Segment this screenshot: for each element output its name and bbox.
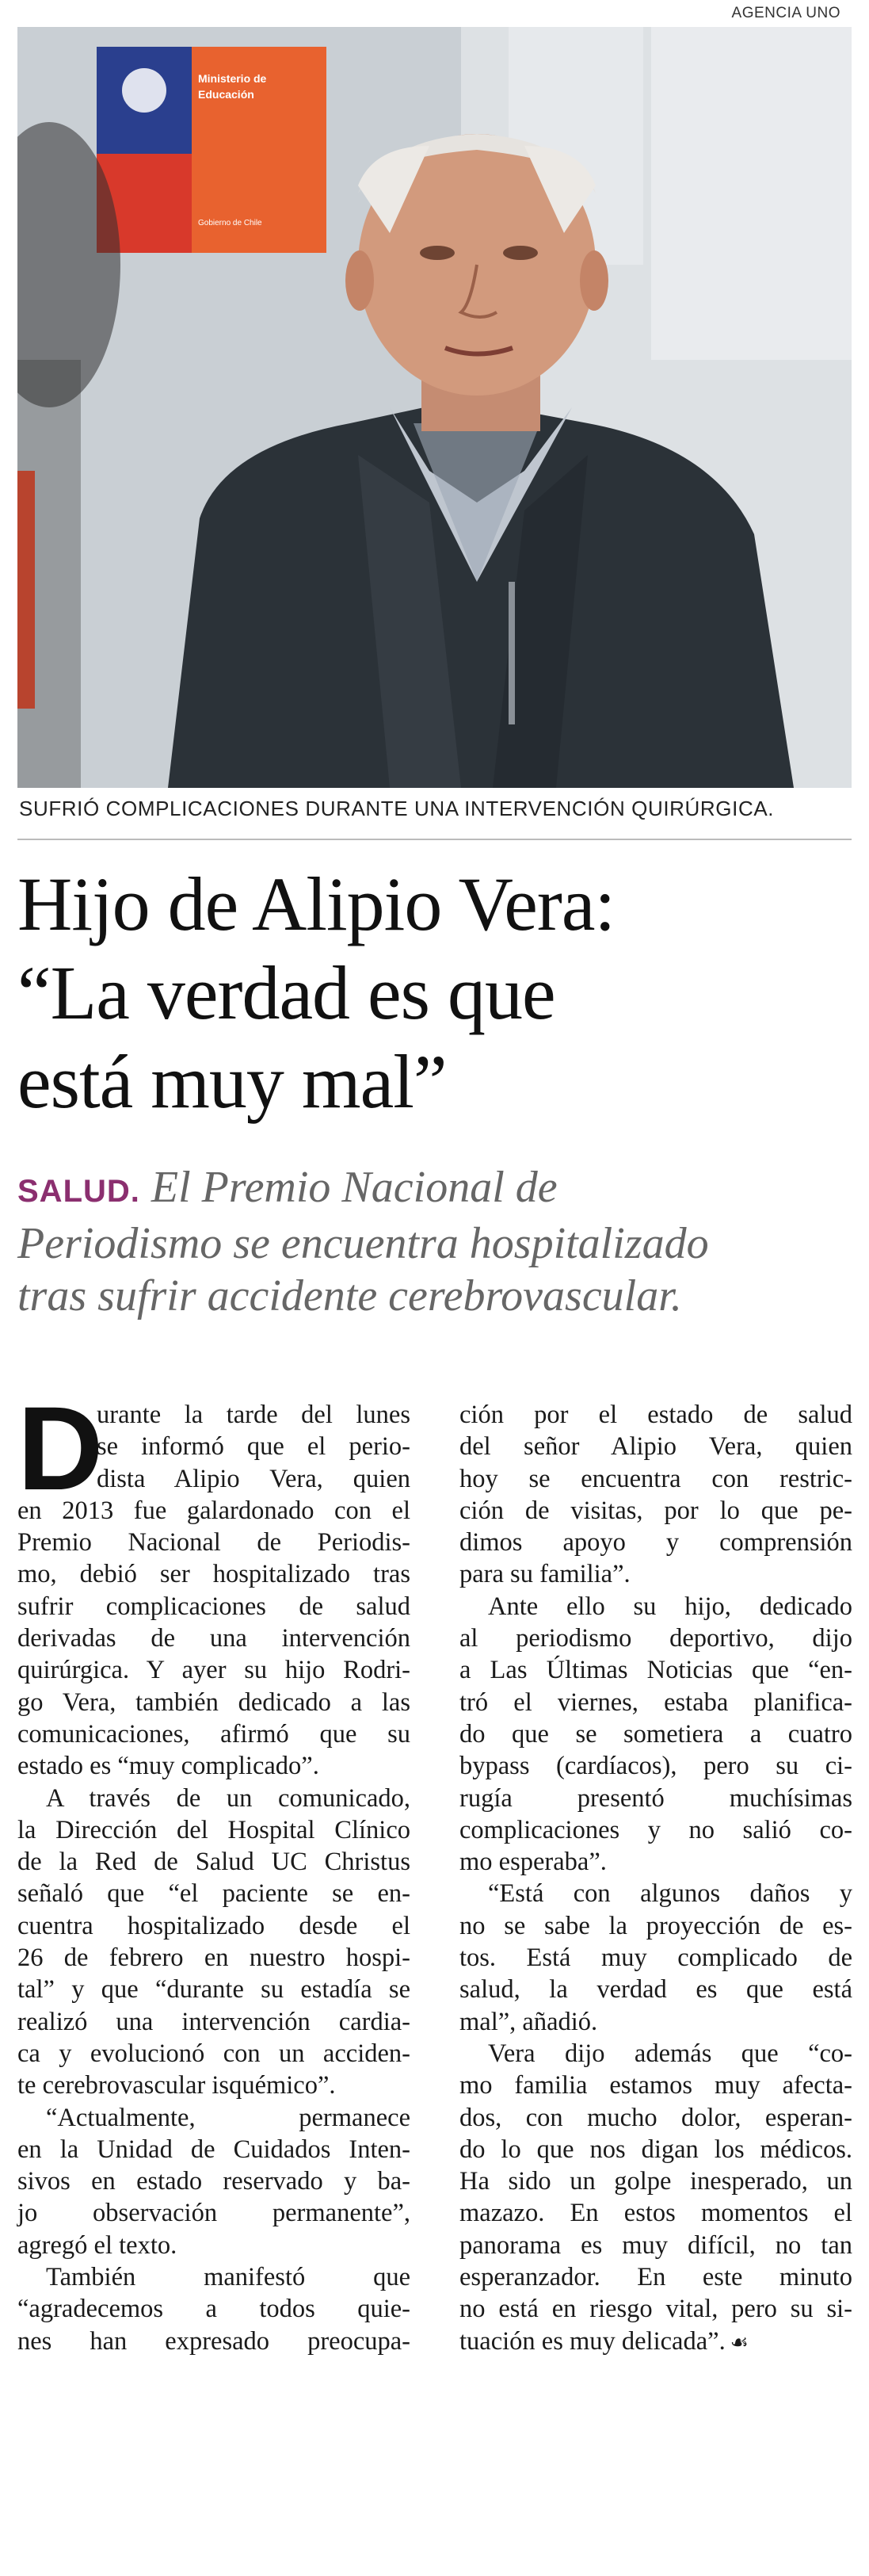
body-line: salud, la verdad es que está bbox=[459, 1975, 852, 2005]
body-line: “Actualmente, permanece bbox=[46, 2103, 410, 2132]
logo-footer: Gobierno de Chile bbox=[198, 219, 262, 227]
body-line: realizó una intervención cardia- bbox=[17, 2007, 410, 2036]
logo-text-2: Educación bbox=[198, 88, 254, 101]
article-photo bbox=[17, 27, 852, 788]
body-line: para su familia”. bbox=[459, 1560, 631, 1589]
body-line: Ha sido un golpe inesperado, un bbox=[459, 2167, 852, 2196]
headline-line-3: está muy mal” bbox=[17, 1039, 447, 1124]
logo-text-1: Ministerio de bbox=[198, 72, 267, 85]
body-line: no se sabe la proyección de es- bbox=[459, 1911, 852, 1940]
body-line: ca y evolucionó con un acciden- bbox=[17, 2039, 410, 2068]
body-line: del señor Alipio Vera, quien bbox=[459, 1432, 852, 1462]
body-line: mo esperaba”. bbox=[459, 1848, 607, 1877]
headline bbox=[17, 860, 857, 1126]
body-line: en 2013 fue galardonado con el bbox=[17, 1496, 410, 1525]
body-line: estado es “muy complicado”. bbox=[17, 1752, 319, 1781]
body-line: tró el viernes, estaba planifica- bbox=[459, 1687, 852, 1717]
body-line: quirúrgica. Y ayer su hijo Rodri- bbox=[17, 1656, 410, 1685]
caption-divider bbox=[17, 839, 852, 840]
body-line: la Dirección del Hospital Clínico bbox=[17, 1815, 410, 1844]
body-line: bypass (cardíacos), pero su ci- bbox=[459, 1752, 852, 1781]
body-line: do lo que nos digan los médicos. bbox=[459, 2135, 852, 2164]
body-line: complicaciones y no salió co- bbox=[459, 1815, 852, 1844]
body-line: A través de un comunicado, bbox=[46, 1783, 410, 1813]
body-line: esperanzador. En este minuto bbox=[459, 2263, 852, 2292]
deck-text-1: El Premio Nacional de bbox=[151, 1163, 558, 1212]
body-line: sufrir complicaciones de salud bbox=[17, 1592, 410, 1621]
body-line: do que se sometiera a cuatro bbox=[459, 1719, 852, 1749]
body-line: mal”, añadió. bbox=[459, 2007, 598, 2036]
body-line: señaló que “el paciente se en- bbox=[17, 1879, 410, 1909]
body-line: Vera dijo además que “co- bbox=[488, 2039, 852, 2068]
body-line: go Vera, también dedicado a las bbox=[17, 1687, 410, 1717]
photo-caption: SUFRIÓ COMPLICACIONES DURANTE UNA INTERVENCIÓN QUIRÚRGICA. bbox=[19, 797, 775, 820]
deck bbox=[17, 1161, 857, 1322]
body-line: derivadas de una intervención bbox=[17, 1624, 410, 1653]
article-column-2 bbox=[459, 1399, 852, 2359]
body-line: mo, debió ser hospitalizado tras bbox=[17, 1560, 410, 1589]
body-line: ción por el estado de salud bbox=[459, 1401, 852, 1429]
body-line: a Las Últimas Noticias que “en- bbox=[459, 1656, 852, 1685]
body-line: Ante ello su hijo, dedicado bbox=[488, 1592, 852, 1621]
body-line: de la Red de Salud UC Christus bbox=[17, 1848, 410, 1877]
body-line: rugía presentó muchísimas bbox=[459, 1783, 852, 1813]
body-final-text: tuación es muy delicada”. bbox=[459, 2326, 726, 2356]
headline-line-2: “La verdad es que bbox=[17, 950, 555, 1035]
end-mark-icon: ☙ bbox=[730, 2330, 749, 2355]
body-line: También manifestó que bbox=[46, 2263, 410, 2292]
body-line: comunicaciones, afirmó que su bbox=[17, 1719, 410, 1749]
body-line: tal” y que “durante su estadía se bbox=[17, 1975, 410, 2005]
body-line: te cerebrovascular isquémico”. bbox=[17, 2071, 336, 2100]
body-line: dimos apoyo y comprensión bbox=[459, 1528, 852, 1557]
body-line: 26 de febrero en nuestro hospi- bbox=[17, 1943, 410, 1973]
body-line: agregó el texto. bbox=[17, 2230, 177, 2260]
body-line: se informó que el perio- bbox=[97, 1432, 410, 1462]
body-line: mo familia estamos muy afecta- bbox=[459, 2071, 852, 2100]
dropcap: D bbox=[17, 1382, 104, 1515]
body-line: nes han expresado preocupa- bbox=[17, 2326, 410, 2356]
body-line: mazazo. En estos momentos el bbox=[459, 2199, 852, 2228]
body-line: no está en riesgo vital, pero su si- bbox=[459, 2295, 852, 2324]
body-line: Premio Nacional de Periodis- bbox=[17, 1528, 410, 1557]
deck-line-2: Periodismo se encuentra hospitalizado bbox=[17, 1219, 709, 1268]
article-column-1 bbox=[17, 1382, 410, 2357]
body-line: urante la tarde del lunes bbox=[97, 1401, 410, 1429]
body-line: en la Unidad de Cuidados Inten- bbox=[17, 2135, 410, 2164]
photo-credit: AGENCIA UNO bbox=[731, 5, 840, 21]
body-line: hoy se encuentra con restric- bbox=[459, 1464, 852, 1493]
body-line: sivos en estado reservado y ba- bbox=[17, 2167, 410, 2196]
body-line: panorama es muy difícil, no tan bbox=[459, 2230, 852, 2260]
deck-line-3: tras sufrir accidente cerebrovascular. bbox=[17, 1271, 682, 1320]
body-line: jo observación permanente”, bbox=[17, 2199, 410, 2228]
body-line: “agradecemos a todos quie- bbox=[17, 2295, 410, 2324]
deck-line-1 bbox=[17, 1161, 857, 1217]
body-line-final bbox=[459, 2326, 852, 2359]
body-line: al periodismo deportivo, dijo bbox=[459, 1624, 852, 1653]
body-line: dos, con mucho dolor, esperan- bbox=[459, 2103, 852, 2132]
body-line: tos. Está muy complicado de bbox=[459, 1943, 852, 1973]
body-line: cuentra hospitalizado desde el bbox=[17, 1911, 410, 1940]
section-label: SALUD. bbox=[17, 1174, 140, 1209]
body-line: dista Alipio Vera, quien bbox=[97, 1464, 410, 1493]
headline-line-1: Hijo de Alipio Vera: bbox=[17, 862, 616, 946]
body-line: ción de visitas, por lo que pe- bbox=[459, 1496, 852, 1525]
ministry-logo bbox=[97, 47, 326, 253]
body-line: “Está con algunos daños y bbox=[488, 1879, 852, 1909]
